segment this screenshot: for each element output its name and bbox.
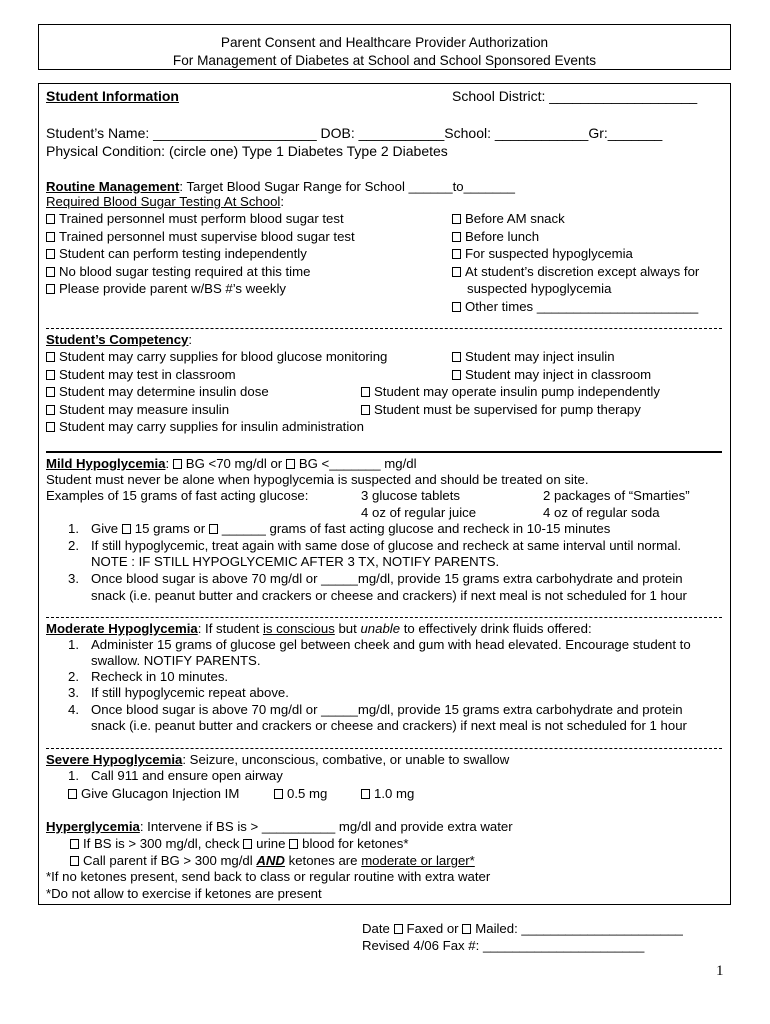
moderate-step-4[interactable]: Once blood sugar is above 70 mg/dl or _____mg/dl, provide 15 grams extra carbohydrate and protein <box>91 702 683 717</box>
competency-colon: : <box>188 332 193 347</box>
competency-heading: Student’s Competency <box>46 332 189 347</box>
checkbox-icon[interactable] <box>46 232 55 242</box>
section-divider <box>46 617 722 618</box>
section-divider <box>46 328 722 329</box>
option-continuation: suspected hypoglycemia <box>467 281 612 296</box>
checkbox-icon[interactable] <box>70 856 79 866</box>
checkbox-icon[interactable] <box>452 267 461 277</box>
checkbox-icon[interactable] <box>46 249 55 259</box>
competency-option[interactable] <box>452 366 651 383</box>
testing-heading-line <box>46 193 284 210</box>
competency-option[interactable] <box>46 348 387 365</box>
date-sent-line <box>362 920 683 937</box>
option-label[interactable]: Mailed: ______________________ <box>475 921 683 936</box>
testing-option[interactable] <box>46 263 310 280</box>
intro-text: : If student <box>197 621 263 636</box>
option-label: If BS is > 300 mg/dl, check <box>83 836 244 851</box>
option-label: No blood sugar testing required at this time <box>59 264 311 279</box>
routine-heading: Routine Management <box>46 179 180 194</box>
student-name-line[interactable]: Student’s Name: _____________________ DOB: ___________School: ____________Gr:_______ <box>46 125 663 141</box>
competency-option[interactable] <box>361 401 641 418</box>
list-number: 4. <box>68 702 79 717</box>
target-range-field[interactable]: : Target Blood Sugar Range for School ______to_______ <box>179 179 515 194</box>
step-text: Give <box>91 521 122 536</box>
option-label: Faxed or <box>406 921 463 936</box>
list-number: 3. <box>68 685 79 700</box>
competency-option[interactable] <box>46 418 364 435</box>
hyper-intro-line <box>46 818 513 835</box>
moderate-intro-line <box>46 620 592 637</box>
option-label: 0.5 mg <box>287 786 328 801</box>
competency-option[interactable] <box>46 366 236 383</box>
checkbox-icon[interactable] <box>46 214 55 224</box>
dose-option[interactable] <box>274 785 327 802</box>
dose-option[interactable] <box>361 785 414 802</box>
option-label: Student may inject insulin <box>465 349 615 364</box>
school-district-field[interactable]: School District: ___________________ <box>452 88 698 104</box>
option-label: urine <box>256 836 290 851</box>
option-label: moderate or larger* <box>361 853 475 868</box>
checkbox-icon[interactable] <box>209 524 218 534</box>
testing-heading: Required Blood Sugar Testing At School <box>46 194 281 209</box>
checkbox-icon[interactable] <box>46 422 55 432</box>
step-text: 15 grams or <box>134 521 209 536</box>
option-label: ketones are <box>284 853 362 868</box>
revised-fax-line[interactable]: Revised 4/06 Fax #: ______________________ <box>362 938 645 953</box>
checkbox-icon[interactable] <box>46 387 55 397</box>
section-divider <box>46 451 722 453</box>
checkbox-icon[interactable] <box>46 267 55 277</box>
form-subtitle: For Management of Diabetes at School and School Sponsored Events <box>172 53 597 68</box>
checkbox-icon[interactable] <box>46 370 55 380</box>
severe-heading: Severe Hypoglycemia <box>46 752 183 767</box>
checkbox-icon[interactable] <box>46 352 55 362</box>
option-label: Other times ______________________ <box>465 299 699 314</box>
date-label: Date <box>362 921 394 936</box>
option-label: For suspected hypoglycemia <box>465 246 633 261</box>
moderate-step-3: If still hypoglycemic repeat above. <box>91 685 289 700</box>
intro-text: to effectively drink fluids offered: <box>400 621 592 636</box>
option-label: Student may test in classroom <box>59 367 236 382</box>
hyper-note-1: *If no ketones present, send back to class or regular routine with extra water <box>46 869 491 884</box>
page-number: 1 <box>716 963 724 979</box>
checkbox-icon[interactable] <box>452 232 461 242</box>
testing-option[interactable] <box>46 245 307 262</box>
list-number: 2. <box>68 538 79 553</box>
option-label: Student may carry supplies for blood glucose monitoring <box>59 349 388 364</box>
testing-colon: : <box>280 194 285 209</box>
moderate-step-1-cont: swallow. NOTIFY PARENTS. <box>91 653 261 668</box>
checkbox-icon[interactable] <box>452 249 461 259</box>
checkbox-icon[interactable] <box>46 405 55 415</box>
option-label: Student can perform testing independently <box>59 246 307 261</box>
intro-text: unable <box>360 621 401 636</box>
hyper-heading: Hyperglycemia <box>46 819 140 834</box>
testing-time-option[interactable] <box>452 210 565 227</box>
checkbox-icon[interactable] <box>70 839 79 849</box>
option-label: At student’s discretion except always for <box>465 264 700 279</box>
example-item: 4 oz of regular soda <box>543 505 660 520</box>
mild-criteria-line <box>46 455 417 472</box>
option-label: Please provide parent w/BS #’s weekly <box>59 281 286 296</box>
checkbox-icon[interactable] <box>68 789 77 799</box>
checkbox-icon[interactable] <box>462 924 471 934</box>
option-label: Student may determine insulin dose <box>59 384 269 399</box>
emphasis-and: AND <box>256 853 285 868</box>
testing-time-option[interactable] <box>452 228 539 245</box>
option-label: Student may inject in classroom <box>465 367 652 382</box>
form-header <box>38 24 731 70</box>
mild-step-3[interactable]: Once blood sugar is above 70 mg/dl or _____mg/dl, provide 15 grams extra carbohydrate and protein <box>91 571 683 586</box>
glucagon-option[interactable] <box>68 785 239 802</box>
moderate-step-1: Administer 15 grams of glucose gel between cheek and gum with head elevated. Encourage student to <box>91 637 691 652</box>
criteria-label[interactable]: BG <_______ mg/dl <box>298 456 417 471</box>
list-number: 1. <box>68 521 79 536</box>
option-label: 1.0 mg <box>374 786 415 801</box>
checkbox-icon[interactable] <box>452 352 461 362</box>
option-label: Call parent if BG > 300 mg/dl <box>83 853 257 868</box>
checkbox-icon[interactable] <box>122 524 131 534</box>
checkbox-icon[interactable] <box>46 284 55 294</box>
testing-option[interactable] <box>46 210 344 227</box>
moderate-step-2: Recheck in 10 minutes. <box>91 669 229 684</box>
examples-label: Examples of 15 grams of fast acting glucose: <box>46 488 309 503</box>
option-label: Student must be supervised for pump therapy <box>374 402 641 417</box>
mild-step-3-cont: snack (i.e. peanut butter and crackers or cheese and crackers) if next meal is not scheduled for 1 hour <box>91 588 687 603</box>
ketone-check-line <box>70 835 408 852</box>
list-number: 3. <box>68 571 79 586</box>
competency-option[interactable] <box>361 383 660 400</box>
moderate-step-4-cont: snack (i.e. peanut butter and crackers or cheese and crackers) if next meal is not scheduled for 1 hour <box>91 718 687 733</box>
checkbox-icon[interactable] <box>243 839 252 849</box>
testing-time-option[interactable] <box>452 298 698 315</box>
testing-option[interactable] <box>46 228 355 245</box>
example-item: 2 packages of “Smarties” <box>543 488 690 503</box>
mild-note: Student must never be alone when hypoglycemia is suspected and should be treated on site. <box>46 472 589 487</box>
option-label: Before lunch <box>465 229 540 244</box>
list-number: 2. <box>68 669 79 684</box>
testing-option[interactable] <box>46 280 286 297</box>
severe-description: : Seizure, unconscious, combative, or unable to swallow <box>182 752 510 767</box>
competency-option[interactable] <box>46 401 229 418</box>
mild-step-1 <box>91 520 610 537</box>
checkbox-icon[interactable] <box>452 370 461 380</box>
severe-intro-line <box>46 751 509 768</box>
option-label: blood for ketones* <box>302 836 409 851</box>
criteria-separator: : <box>165 456 173 471</box>
moderate-heading: Moderate Hypoglycemia <box>46 621 198 636</box>
checkbox-icon[interactable] <box>286 459 295 469</box>
option-label: Student may carry supplies for insulin administration <box>59 419 364 434</box>
example-item: 4 oz of regular juice <box>361 505 477 520</box>
example-item: 3 glucose tablets <box>361 488 460 503</box>
option-label: Student may operate insulin pump independently <box>374 384 660 399</box>
checkbox-icon[interactable] <box>394 924 403 934</box>
option-label: Trained personnel must perform blood sugar test <box>59 211 344 226</box>
checkbox-icon[interactable] <box>361 789 370 799</box>
checkbox-icon[interactable] <box>452 302 461 312</box>
list-number: 1. <box>68 768 79 783</box>
severe-step-1: Call 911 and ensure open airway <box>91 768 283 783</box>
checkbox-icon[interactable] <box>452 214 461 224</box>
option-label: Trained personnel must supervise blood sugar test <box>59 229 355 244</box>
checkbox-icon[interactable] <box>361 387 370 397</box>
section-divider <box>46 748 722 749</box>
form-title: Parent Consent and Healthcare Provider Authorization <box>220 35 549 50</box>
call-parent-line <box>70 852 475 869</box>
competency-option[interactable] <box>46 383 269 400</box>
competency-option[interactable] <box>452 348 615 365</box>
intro-text: but <box>334 621 361 636</box>
hyper-note-2: *Do not allow to exercise if ketones are present <box>46 886 322 901</box>
testing-time-option[interactable] <box>452 263 699 280</box>
student-info-heading: Student Information <box>46 88 179 104</box>
intro-text: is conscious <box>262 621 335 636</box>
option-label: Give Glucagon Injection IM <box>81 786 240 801</box>
testing-time-option[interactable] <box>452 245 633 262</box>
step-text[interactable]: ______ grams of fast acting glucose and recheck in 10-15 minutes <box>221 521 611 536</box>
mild-step-2-note: NOTE : IF STILL HYPOGLYCEMIC AFTER 3 TX, NOTIFY PARENTS. <box>91 554 500 569</box>
checkbox-icon[interactable] <box>173 459 182 469</box>
physical-condition-line[interactable]: Physical Condition: (circle one) Type 1 Diabetes Type 2 Diabetes <box>46 143 448 159</box>
list-number: 1. <box>68 637 79 652</box>
option-label: Student may measure insulin <box>59 402 230 417</box>
checkbox-icon[interactable] <box>289 839 298 849</box>
criteria-label: BG <70 mg/dl or <box>185 456 286 471</box>
checkbox-icon[interactable] <box>274 789 283 799</box>
competency-heading-line <box>46 331 192 348</box>
hyper-intro[interactable]: : Intervene if BS is > __________ mg/dl and provide extra water <box>139 819 513 834</box>
checkbox-icon[interactable] <box>361 405 370 415</box>
option-label: Before AM snack <box>465 211 565 226</box>
mild-heading: Mild Hypoglycemia <box>46 456 166 471</box>
mild-step-2: If still hypoglycemic, treat again with same dose of glucose and recheck at same interval until normal. <box>91 538 682 553</box>
